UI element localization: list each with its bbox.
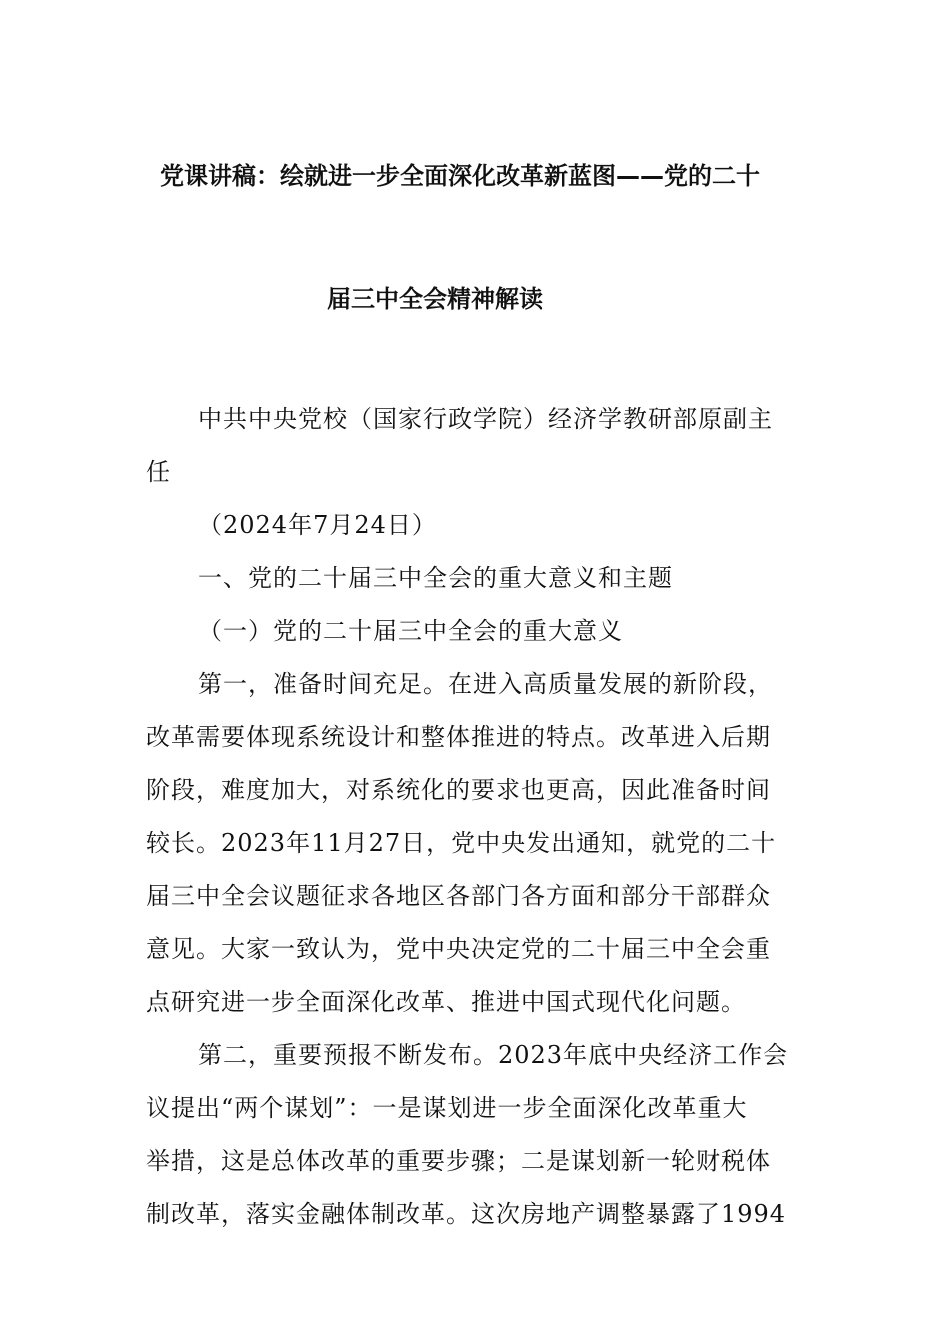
paragraph-2-line: 制改革，落实金融体制改革。这次房地产调整暴露了1994 — [146, 1200, 787, 1228]
paragraph-1-line: 届三中全会议题征求各地区各部门各方面和部分干部群众 — [146, 882, 771, 910]
paragraph-1-line: 较长。2023年11月27日，党中央发出通知，就党的二十 — [146, 829, 777, 857]
paragraph-1-line: 意见。大家一致认为，党中央决定党的二十届三中全会重 — [146, 935, 771, 963]
paragraph-1-line: 阶段，难度加大，对系统化的要求也更高，因此准备时间 — [146, 776, 771, 804]
document-body — [146, 393, 810, 1241]
section-heading: 一、党的二十届三中全会的重大意义和主题 — [198, 564, 673, 592]
date-line: （2024年7月24日） — [198, 511, 437, 539]
paragraph-2-line: 举措，这是总体改革的重要步骤；二是谋划新一轮财税体 — [146, 1147, 771, 1175]
author-line-1: 中共中央党校（国家行政学院）经济学教研部原副主 — [198, 405, 773, 433]
author-line-2: 任 — [146, 458, 171, 486]
paragraph-1-line: 第一，准备时间充足。在进入高质量发展的新阶段， — [198, 670, 773, 698]
document-title-line-1: 党课讲稿：绘就进一步全面深化改革新蓝图——党的二十 — [160, 162, 760, 190]
document-title-line-2: 届三中全会精神解读 — [327, 285, 543, 313]
paragraph-2-line: 议提出“两个谋划”：一是谋划进一步全面深化改革重大 — [146, 1094, 748, 1122]
paragraph-1-line: 点研究进一步全面深化改革、推进中国式现代化问题。 — [146, 988, 746, 1016]
paragraph-1-line: 改革需要体现系统设计和整体推进的特点。改革进入后期 — [146, 723, 771, 751]
subsection-heading: （一）党的二十届三中全会的重大意义 — [198, 617, 623, 645]
paragraph-2-line: 第二，重要预报不断发布。2023年底中央经济工作会 — [198, 1041, 789, 1069]
